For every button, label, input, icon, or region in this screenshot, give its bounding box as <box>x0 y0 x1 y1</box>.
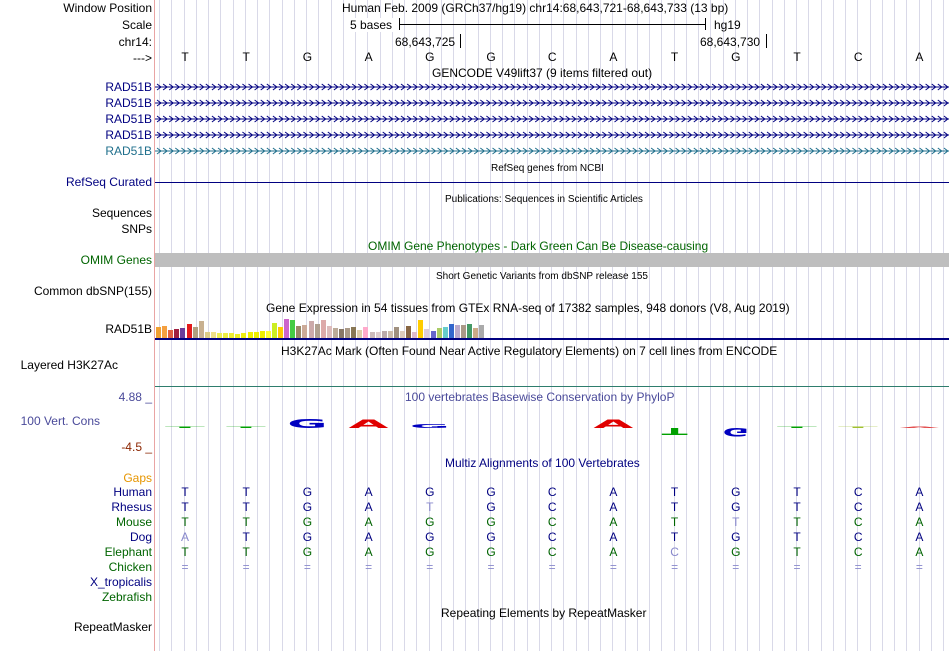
base-letter: C <box>547 50 557 64</box>
gtex-tissue-bar[interactable] <box>260 331 265 338</box>
gtex-tissue-bar[interactable] <box>284 319 289 338</box>
species-label-chicken[interactable]: Chicken <box>108 560 152 574</box>
scale-bar-right-tick <box>705 18 706 30</box>
gencode-track-label-4[interactable]: RAD51B <box>105 128 152 142</box>
gtex-tissue-bar[interactable] <box>327 326 332 338</box>
gtex-track-title: Gene Expression in 54 tissues from GTEx RNA-seq of 17382 samples, 948 donors (V8, Aug 2019) <box>266 301 790 315</box>
omim-gene-bar[interactable] <box>155 253 949 267</box>
gtex-gene-line[interactable] <box>155 338 949 340</box>
alignment-base: A <box>915 545 924 559</box>
alignment-base: T <box>670 515 679 529</box>
alignment-base: C <box>670 545 679 559</box>
alignment-base: A <box>915 500 924 514</box>
gtex-tissue-bar[interactable] <box>339 329 344 338</box>
publications-snps-label[interactable]: SNPs <box>121 222 152 236</box>
alignment-base: T <box>793 515 801 529</box>
gtex-tissue-bar[interactable] <box>302 325 307 338</box>
alignment-base: T <box>242 485 250 499</box>
alignment-base: C <box>547 500 557 514</box>
gtex-tissue-bar[interactable] <box>400 331 405 338</box>
species-label-rhesus[interactable]: Rhesus <box>111 500 152 514</box>
gencode-track-title: GENCODE V49lift37 (9 items filtered out) <box>432 66 653 80</box>
phylop-track-title: 100 vertebrates Basewise Conservation by PhyloP <box>405 390 675 404</box>
species-label-elephant[interactable]: Elephant <box>104 545 152 559</box>
gtex-tissue-bar[interactable] <box>162 326 167 338</box>
alignment-base: C <box>853 545 863 559</box>
alignment-base: = <box>854 560 862 574</box>
alignment-base: C <box>853 515 863 529</box>
alignment-base: T <box>670 530 679 544</box>
alignment-base: A <box>915 485 924 499</box>
alignment-base: A <box>609 530 618 544</box>
species-label-human[interactable]: Human <box>113 485 152 499</box>
alignment-base: G <box>302 545 313 559</box>
scale-bases-text: 5 bases <box>350 18 393 32</box>
gencode-transcript-5[interactable] <box>155 146 949 156</box>
alignment-base: = <box>426 560 434 574</box>
coord-left-tick <box>460 34 461 48</box>
omim-track-label[interactable]: OMIM Genes <box>80 253 152 267</box>
alignment-base: G <box>425 545 435 559</box>
base-letter: C <box>853 50 863 64</box>
base-letter: A <box>364 50 373 64</box>
gtex-tissue-bar[interactable] <box>443 327 448 338</box>
alignment-base: T <box>181 545 189 559</box>
base-letter: T <box>181 50 189 64</box>
gencode-track-label-1[interactable]: RAD51B <box>105 80 152 94</box>
alignment-base: = <box>915 560 923 574</box>
alignment-base: G <box>486 515 496 529</box>
alignment-base: T <box>242 515 250 529</box>
alignment-base: A <box>180 530 189 544</box>
refseq-track-label[interactable]: RefSeq Curated <box>65 175 152 189</box>
alignment-base: A <box>609 500 618 514</box>
gtex-tissue-bar[interactable] <box>382 331 387 338</box>
gtex-track-label[interactable]: RAD51B <box>105 322 152 336</box>
gtex-tissue-bar[interactable] <box>351 327 356 338</box>
gtex-tissue-bar[interactable] <box>290 320 295 338</box>
alignment-base: T <box>793 545 801 559</box>
base-letter: T <box>670 50 679 64</box>
alignment-base: T <box>242 545 250 559</box>
phylop-base-glyph: T <box>661 425 690 438</box>
base-letter: G <box>486 50 496 64</box>
base-letter: G <box>302 50 313 64</box>
scale-bar <box>399 24 706 25</box>
species-label-mouse[interactable]: Mouse <box>115 515 152 529</box>
phylop-base-glyph: G <box>409 422 450 430</box>
alignment-base: G <box>486 500 496 514</box>
alignment-base: G <box>486 485 496 499</box>
gtex-tissue-bar[interactable] <box>187 324 192 338</box>
publications-track-title: Publications: Sequences in Scientific Articles <box>445 194 643 205</box>
alignment-base: A <box>609 515 618 529</box>
gtex-tissue-bar[interactable] <box>193 327 198 338</box>
refseq-track-title: RefSeq genes from NCBI <box>491 163 604 174</box>
alignment-base: G <box>302 530 313 544</box>
alignment-base: = <box>793 560 801 574</box>
alignment-base: G <box>486 530 496 544</box>
alignment-base: T <box>181 485 189 499</box>
alignment-base: = <box>242 560 250 574</box>
gtex-tissue-bar[interactable] <box>357 330 362 338</box>
alignment-base: G <box>731 545 741 559</box>
species-label-zebrafish[interactable]: Zebrafish <box>101 590 152 604</box>
phylop-base-glyph: T <box>838 426 880 429</box>
gtex-tissue-bar[interactable] <box>272 323 277 338</box>
gencode-transcript-3[interactable] <box>155 114 949 124</box>
coord-right-text: 68,643,730 <box>700 35 761 49</box>
alignment-base: T <box>242 500 250 514</box>
dbsnp-track-title: Short Genetic Variants from dbSNP release 155 <box>436 271 648 282</box>
coord-right-tick <box>766 34 767 48</box>
alignment-base: = <box>487 560 495 574</box>
alignment-base: T <box>793 530 801 544</box>
alignment-base: = <box>732 560 740 574</box>
alignment-base: T <box>793 485 801 499</box>
base-letter: T <box>793 50 801 64</box>
alignment-base: C <box>547 515 557 529</box>
alignment-base: G <box>302 485 313 499</box>
dbsnp-track-label[interactable]: Common dbSNP(155) <box>33 284 152 298</box>
gencode-transcript-2[interactable] <box>155 98 949 108</box>
alignment-base: C <box>853 485 863 499</box>
alignment-base: A <box>364 485 373 499</box>
alignment-base: A <box>364 530 373 544</box>
h3k27ac-track-title: H3K27Ac Mark (Often Found Near Active Regulatory Elements) on 7 cell lines from ENCODE <box>281 344 778 358</box>
gtex-tissue-bar[interactable] <box>296 326 301 338</box>
alignment-base: C <box>547 545 557 559</box>
alignment-base: T <box>670 500 679 514</box>
alignment-base: C <box>853 500 863 514</box>
phylop-base-glyph: A <box>348 417 389 432</box>
phylop-ymax-label: 4.88 _ <box>118 390 152 404</box>
window-position-value: Human Feb. 2009 (GRCh37/hg19) chr14:68,643,721-68,643,733 (13 bp) <box>342 1 729 15</box>
track-label-column <box>0 0 155 651</box>
phylop-conservation-plot[interactable] <box>155 404 949 444</box>
phylop-track-label[interactable]: 100 Vert. Cons <box>20 414 100 428</box>
phylop-base-glyph: G <box>722 424 749 438</box>
gtex-tissue-bar[interactable] <box>180 328 185 338</box>
gencode-track-label-2[interactable]: RAD51B <box>105 96 152 110</box>
gtex-expression-bars[interactable] <box>155 316 949 338</box>
omim-track-title: OMIM Gene Phenotypes - Dark Green Can Be Disease-causing <box>368 239 709 253</box>
browser-image[interactable] <box>155 0 950 651</box>
alignment-base: A <box>364 500 373 514</box>
alignment-base: G <box>486 545 496 559</box>
species-label-dog[interactable]: Dog <box>129 530 152 544</box>
alignment-base: T <box>732 515 740 529</box>
gtex-tissue-bar[interactable] <box>424 329 429 338</box>
gtex-tissue-bar[interactable] <box>315 324 320 338</box>
gtex-tissue-bar[interactable] <box>449 324 454 338</box>
gencode-transcript-1[interactable] <box>155 82 949 92</box>
scale-assembly-text: hg19 <box>714 18 741 32</box>
alignment-base: A <box>609 485 618 499</box>
phylop-ymin-label: -4.5 _ <box>121 440 152 454</box>
alignment-base: T <box>242 530 250 544</box>
alignment-base: T <box>670 485 679 499</box>
phylop-base-glyph: A <box>593 417 634 432</box>
gtex-tissue-bar[interactable] <box>345 328 350 338</box>
alignment-base: C <box>547 530 557 544</box>
alignment-base: C <box>853 530 863 544</box>
alignment-base: = <box>181 560 189 574</box>
gtex-tissue-bar[interactable] <box>278 327 283 338</box>
chrom-label: chr14: <box>118 35 152 49</box>
alignment-base: G <box>425 515 435 529</box>
base-letter: T <box>242 50 250 64</box>
gtex-tissue-bar[interactable] <box>168 330 173 338</box>
gtex-tissue-bar[interactable] <box>333 328 338 338</box>
alignment-base: G <box>302 500 313 514</box>
gtex-tissue-bar[interactable] <box>156 327 161 338</box>
gtex-tissue-bar[interactable] <box>437 328 442 338</box>
alignment-base: A <box>364 515 373 529</box>
gtex-tissue-bar[interactable] <box>431 331 436 338</box>
alignment-base: C <box>547 485 557 499</box>
alignment-base: A <box>609 545 618 559</box>
phylop-base-glyph: A <box>899 426 941 429</box>
species-label-x-tropicalis[interactable]: X_tropicalis <box>89 575 152 589</box>
alignment-base: G <box>425 530 435 544</box>
gtex-tissue-bar[interactable] <box>479 325 484 338</box>
refseq-gene-line[interactable] <box>155 182 949 183</box>
alignment-base: T <box>793 500 801 514</box>
gtex-tissue-bar[interactable] <box>467 324 472 338</box>
alignment-base: G <box>731 485 741 499</box>
alignment-base: A <box>915 515 924 529</box>
base-letter: A <box>609 50 618 64</box>
gtex-tissue-bar[interactable] <box>461 325 466 338</box>
phylop-base-glyph: G <box>287 417 328 432</box>
phylop-base-glyph: T <box>165 426 207 429</box>
repeatmasker-track-title: Repeating Elements by RepeatMasker <box>441 606 647 620</box>
gtex-tissue-bar[interactable] <box>309 321 314 338</box>
alignment-base: A <box>364 545 373 559</box>
gencode-track-label-3[interactable]: RAD51B <box>105 112 152 126</box>
alignment-base: T <box>426 500 434 514</box>
gtex-tissue-bar[interactable] <box>418 320 423 338</box>
gtex-tissue-bar[interactable] <box>394 327 399 338</box>
alignment-base: = <box>609 560 617 574</box>
gtex-tissue-bar[interactable] <box>199 321 204 338</box>
coord-left-text: 68,643,725 <box>395 35 456 49</box>
h3k27ac-signal-line[interactable] <box>155 386 949 387</box>
gencode-track-label-5[interactable]: RAD51B <box>105 144 152 158</box>
phylop-base-glyph: T <box>777 426 819 429</box>
alignment-base: = <box>365 560 373 574</box>
alignment-base: = <box>671 560 679 574</box>
base-letter: G <box>425 50 435 64</box>
base-letter: G <box>731 50 741 64</box>
alignment-base: T <box>181 500 189 514</box>
gtex-tissue-bar[interactable] <box>473 328 478 338</box>
alignment-base: G <box>302 515 313 529</box>
gtex-tissue-bar[interactable] <box>321 320 326 338</box>
phylop-base-glyph: T <box>226 426 268 429</box>
alignment-base: G <box>731 530 741 544</box>
gencode-transcript-4[interactable] <box>155 130 949 140</box>
publications-sequences-label[interactable]: Sequences <box>91 206 152 220</box>
alignment-base: = <box>548 560 556 574</box>
multiz-track-title: Multiz Alignments of 100 Vertebrates <box>445 456 640 470</box>
gtex-tissue-bar[interactable] <box>406 326 411 338</box>
repeatmasker-track-label[interactable]: RepeatMasker <box>73 620 152 634</box>
alignment-base: T <box>181 515 189 529</box>
gtex-tissue-bar[interactable] <box>174 329 179 338</box>
multiz-gaps-label[interactable]: Gaps <box>123 471 152 485</box>
scale-label: Scale <box>121 18 152 32</box>
gtex-tissue-bar[interactable] <box>388 331 393 338</box>
alignment-base: G <box>731 500 741 514</box>
base-letter: A <box>915 50 924 64</box>
alignment-base: G <box>425 485 435 499</box>
gtex-tissue-bar[interactable] <box>455 325 460 338</box>
gtex-tissue-bar[interactable] <box>363 327 368 338</box>
alignment-base: A <box>915 530 924 544</box>
window-position-label: Window Position <box>63 1 152 15</box>
strand-arrow-label: ---> <box>133 51 152 65</box>
gtex-tissue-bar[interactable] <box>266 331 271 338</box>
alignment-base: = <box>303 560 311 574</box>
h3k27ac-track-label[interactable]: Layered H3K27Ac <box>20 358 118 372</box>
